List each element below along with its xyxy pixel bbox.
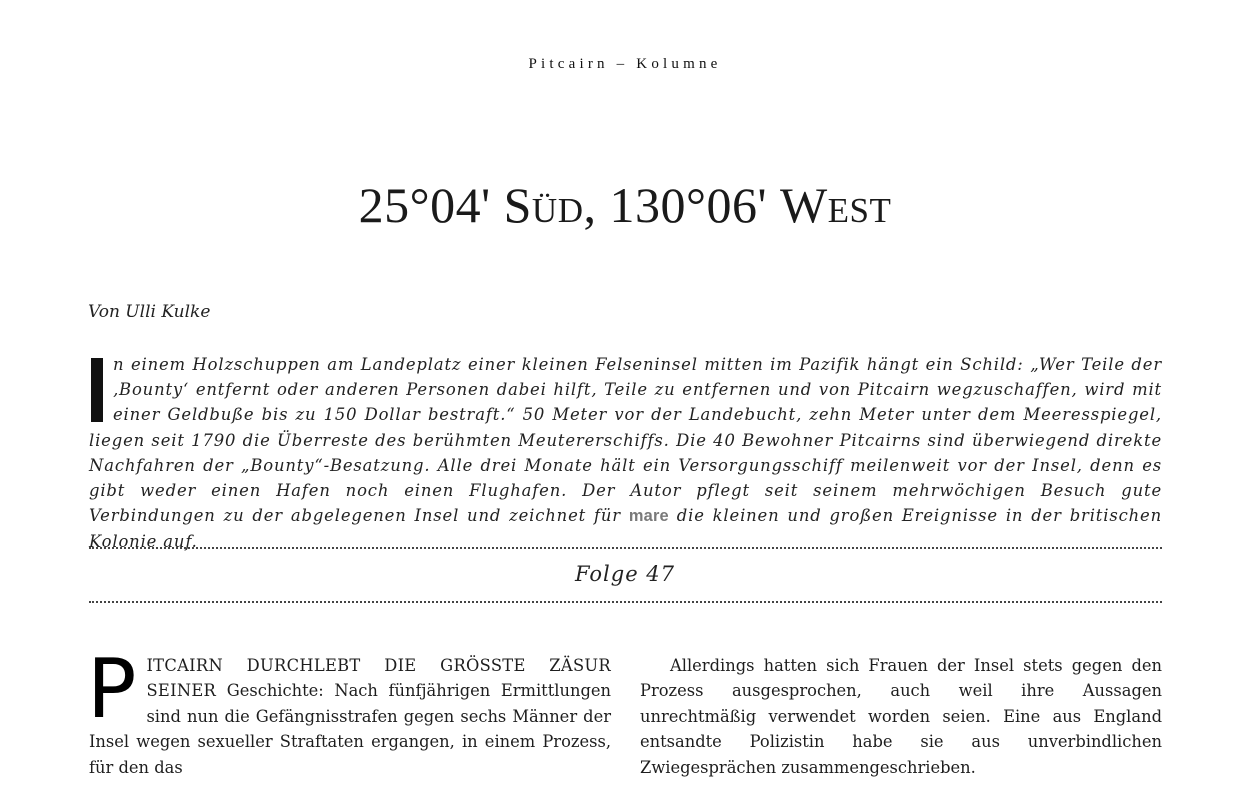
title-longitude: 130°06' — [609, 177, 780, 233]
intro-text-start: n einem Holzschuppen am Landeplatz einer kleinen Felseninsel mitten im Pazifik hängt ein Schild: „Wer Teile der ‚Bounty‘ entfernt oder anderen Personen dabei hilft, Teile zu entfernen und von Pitcairn wegzuschaffen, wird mit einer Geldbuße bis zu 150 Dollar bestraft.“ 50 Meter vor der Landebucht, zehn Meter unter dem Meeresspiegel, liegen seit 1790 die Überreste des berühmten Meutererschiffs. Die 40 Bewohner Pitcairns sind überwiegend direkte Nachfahren der „Bounty“-Besatzung. Alle drei Monate hält ein Versorgungsschiff meilenweit vor der Insel, denn es gibt weder einen Hafen noch einen Flughafen. Der Autor pflegt seit seinem mehrwöchigen Besuch gute Verbindungen zu der abgelegenen Insel und zeichnet für — [89, 355, 1162, 526]
dotted-divider-bottom — [89, 601, 1162, 603]
title-latitude-direction: Süd — [503, 177, 584, 233]
title-longitude-direction: West — [779, 177, 892, 233]
intro-text-end: die kleinen und großen Ereignisse in der britischen Kolonie auf. — [89, 506, 1162, 552]
intro-paragraph — [89, 352, 1162, 555]
author-byline: Von Ulli Kulke — [88, 302, 211, 322]
body-lead-in: ITCAIRN DURCHLEBT DIE GRÖSSTE ZÄSUR SEINER — [146, 656, 611, 701]
body-right-text: Allerdings hatten sich Frauen der Insel stets gegen den Prozess ausgesprochen, auch weil ihre Aussagen unrechtmäßig verwendet worden seien. Eine aus England entsandte Polizistin habe sie aus unverbindlichen Zwiegesprächen zusammengeschrieben. — [640, 656, 1162, 777]
column-kicker: Pitcairn – Kolumne — [528, 56, 722, 72]
title-latitude: 25°04' — [358, 177, 504, 233]
body-left-text: Geschichte: Nach fünfjährigen Ermittlungen sind nun die Gefängnisstrafen gegen sechs Männer der Insel wegen sexueller Straftaten ergangen, in einem Prozess, für den das — [89, 681, 611, 777]
brand-mare: mare — [628, 507, 669, 526]
title-separator: , — [583, 177, 610, 233]
episode-label: Folge 47 — [574, 562, 676, 586]
body-column-right — [640, 653, 1162, 780]
body-column-left — [87, 642, 611, 780]
dotted-divider-top — [89, 547, 1162, 549]
body-drop-cap: P — [87, 642, 137, 737]
article-title — [0, 170, 1250, 240]
intro-drop-cap — [91, 358, 103, 422]
